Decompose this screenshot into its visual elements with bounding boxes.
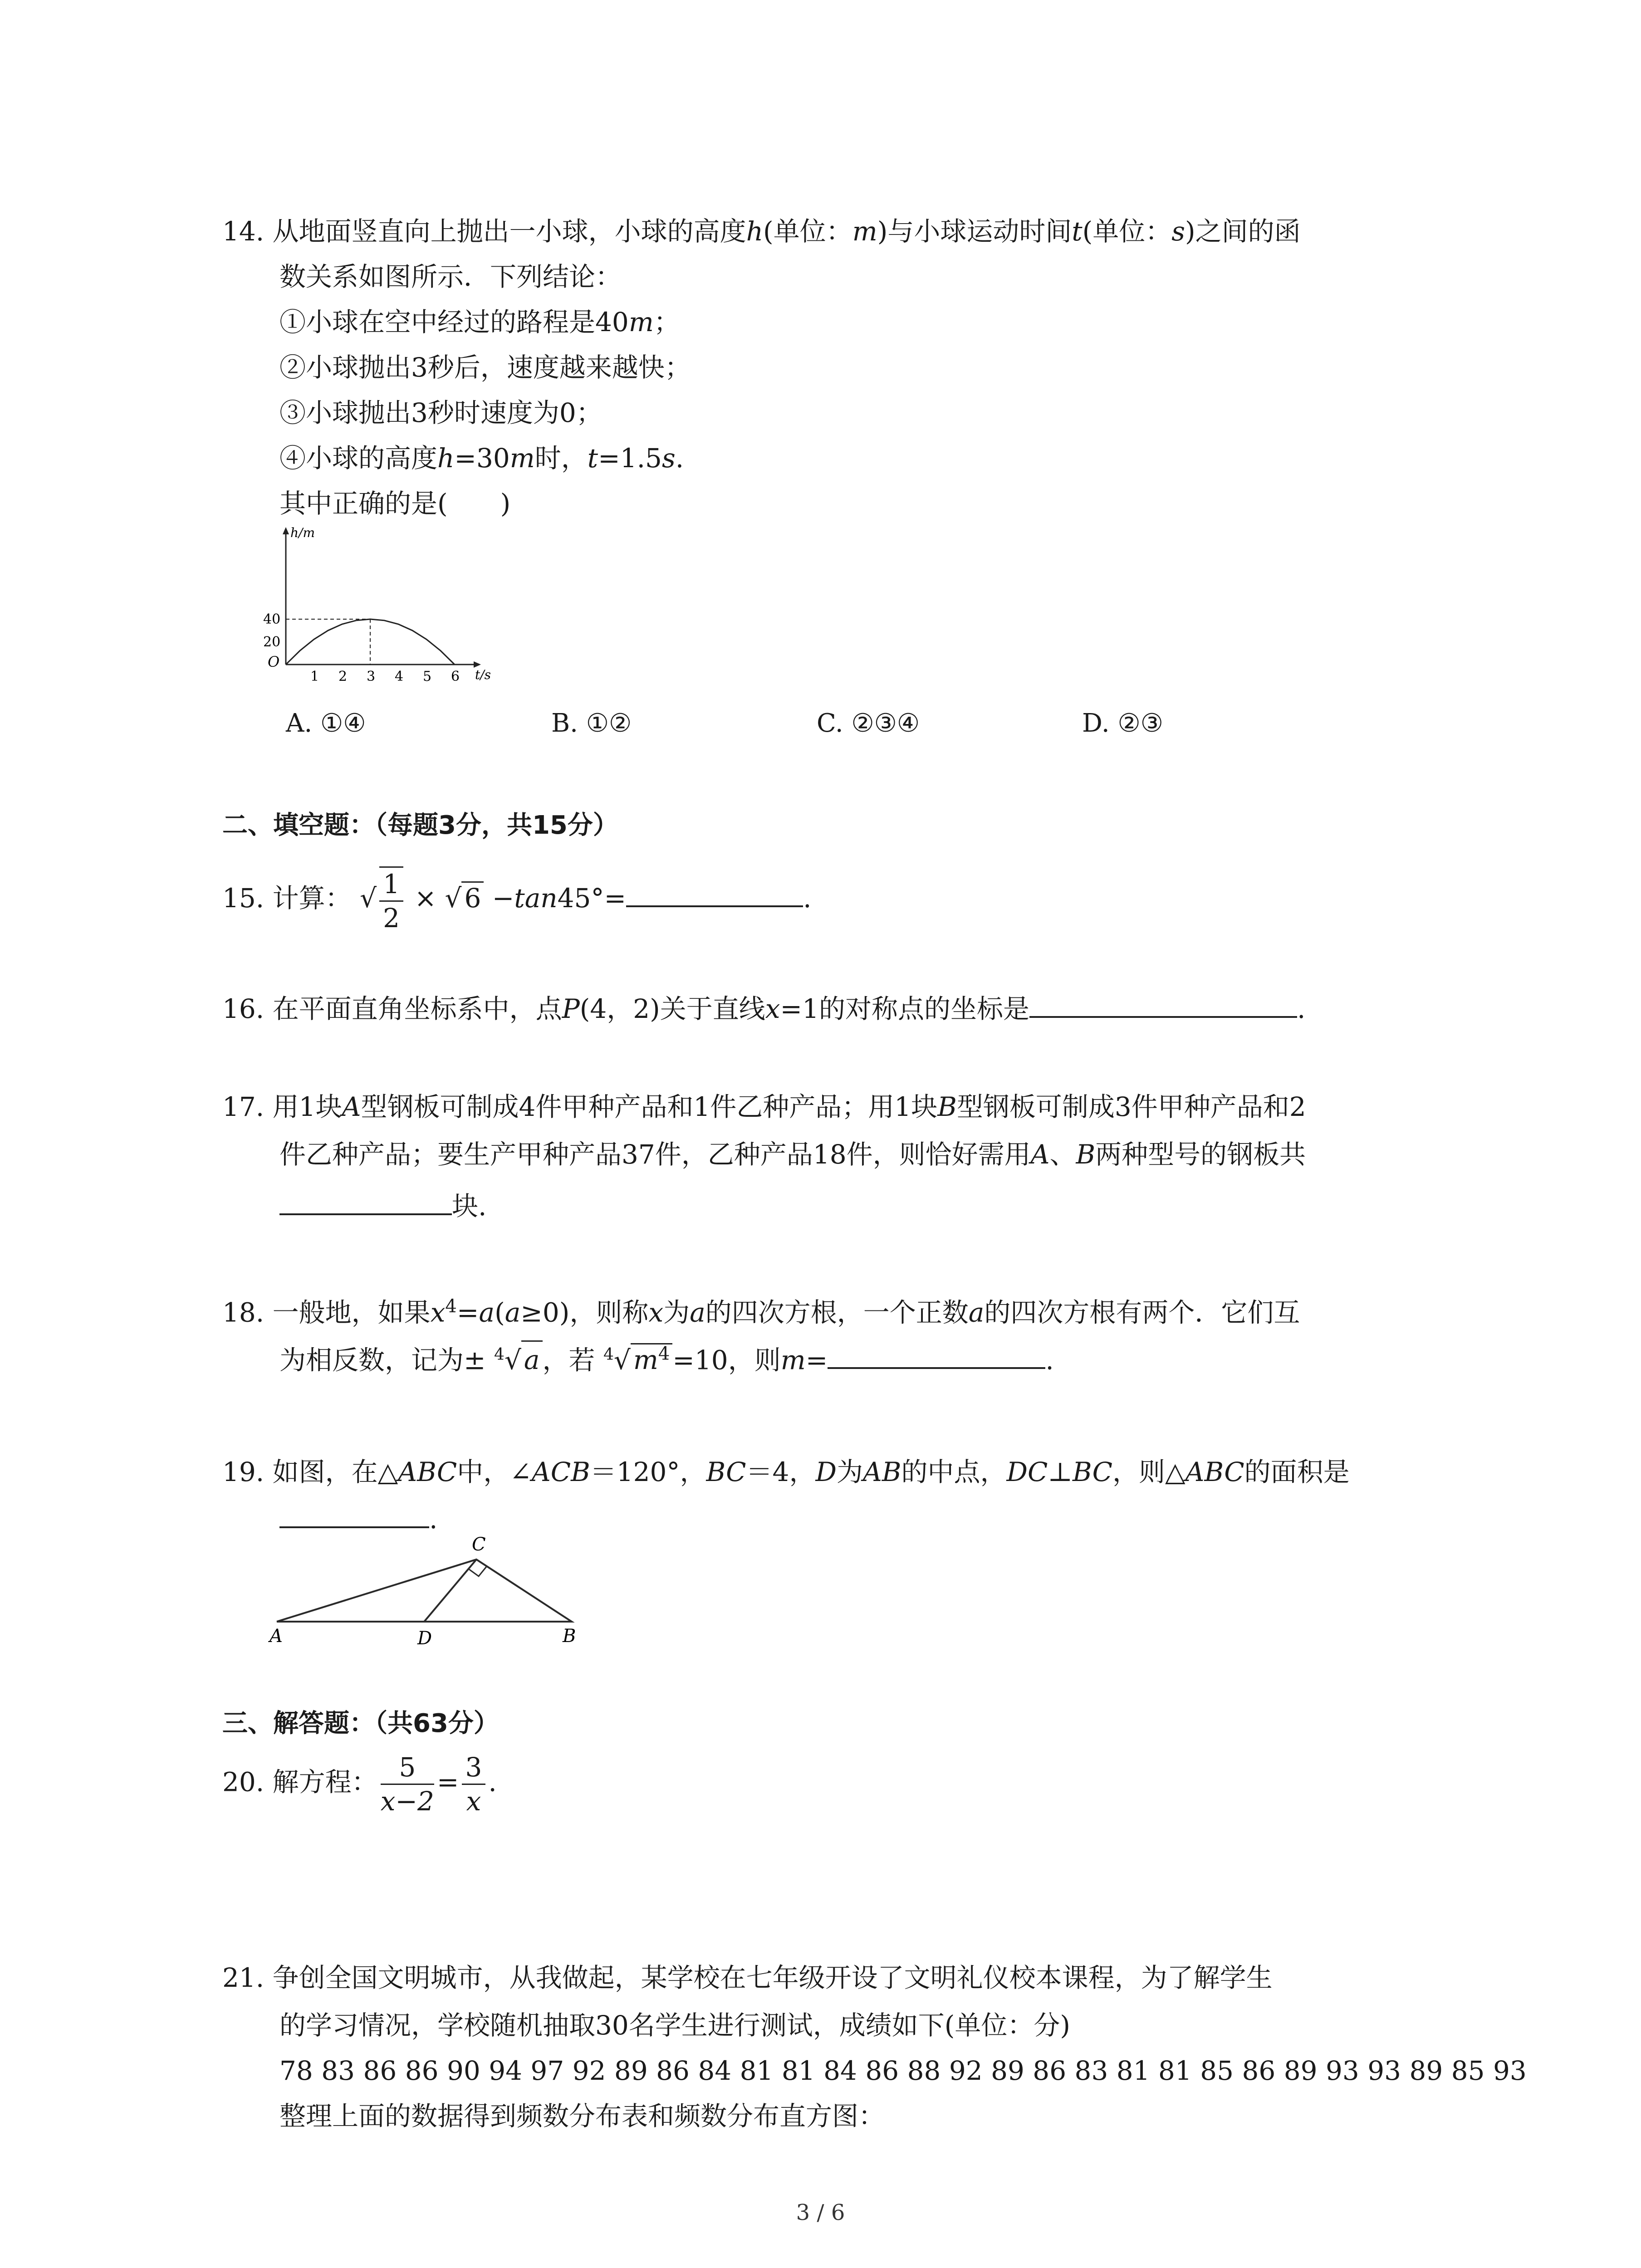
q18-text: 为相反数，记为± bbox=[279, 1344, 486, 1376]
tan-function: tan bbox=[514, 883, 558, 914]
q18-text: 18. 一般地，如果 bbox=[222, 1297, 431, 1328]
q17-text: 块. bbox=[452, 1191, 487, 1222]
triangle-abc bbox=[277, 1559, 572, 1622]
q17-line2 bbox=[279, 1136, 1306, 1173]
q17-text: 型钢板可制成3件甲种产品和2 bbox=[956, 1091, 1306, 1122]
var-bc: BC bbox=[1072, 1457, 1113, 1487]
statement-text: ④小球的高度 bbox=[279, 443, 438, 474]
fraction-right bbox=[462, 1751, 486, 1818]
minus-sign: − bbox=[492, 883, 514, 914]
q14-line1 bbox=[222, 213, 1301, 249]
var-t: t bbox=[587, 443, 598, 474]
q19-line2 bbox=[279, 1499, 437, 1537]
q17-text: 型钢板可制成4件甲种产品和1件乙种产品；用1块 bbox=[361, 1091, 938, 1122]
q18-text: ( bbox=[495, 1297, 505, 1328]
var-d: D bbox=[815, 1457, 837, 1487]
segment-dc bbox=[424, 1559, 476, 1622]
type-a: A bbox=[342, 1091, 361, 1122]
var-dc: DC bbox=[1006, 1457, 1048, 1487]
var-x: x bbox=[430, 1297, 446, 1328]
q18-answer-blank[interactable] bbox=[828, 1340, 1045, 1369]
q16-text: 16. 在平面直角坐标系中，点 bbox=[222, 993, 562, 1024]
fraction-left bbox=[381, 1751, 434, 1818]
var-m: m bbox=[633, 1344, 658, 1376]
q14-statement-2: ②小球抛出3秒后，速度越来越快； bbox=[279, 352, 691, 383]
q14-statement-3: ③小球抛出3秒时速度为0； bbox=[279, 397, 603, 428]
statement-text: =1.5 bbox=[598, 443, 662, 474]
unit-s: s bbox=[1171, 216, 1185, 247]
type-b: B bbox=[1076, 1139, 1096, 1170]
triangle-figure bbox=[268, 1533, 585, 1651]
label-c: C bbox=[472, 1534, 486, 1555]
origin-label: O bbox=[268, 653, 280, 670]
var-a: a bbox=[505, 1297, 521, 1328]
y-tick-label: 40 bbox=[263, 611, 281, 627]
q19-text: ＝4， bbox=[746, 1457, 816, 1487]
label-a: A bbox=[269, 1626, 283, 1647]
var-h: h bbox=[746, 216, 764, 247]
option-c[interactable]: C. ②③④ bbox=[817, 709, 920, 738]
var-h: h bbox=[437, 443, 455, 474]
unit-m: m bbox=[628, 307, 654, 337]
equals-sign: = bbox=[436, 1766, 459, 1798]
q15-answer-blank[interactable] bbox=[626, 878, 803, 907]
q14-text: (单位： bbox=[1082, 216, 1172, 247]
q19-text: ⊥ bbox=[1048, 1457, 1073, 1487]
var-a: a bbox=[968, 1297, 985, 1328]
var-abc: ABC bbox=[1185, 1457, 1244, 1487]
q14-text: )之间的函 bbox=[1185, 216, 1301, 247]
denominator: x bbox=[466, 1786, 481, 1817]
type-a: A bbox=[1030, 1139, 1050, 1170]
q18-text: = bbox=[805, 1344, 828, 1376]
q14-statement-1 bbox=[279, 304, 680, 340]
statement-text: ； bbox=[653, 307, 680, 337]
option-a[interactable]: A. ①④ bbox=[286, 709, 366, 738]
x-tick-label: 4 bbox=[395, 669, 404, 684]
page-number: 3 / 6 bbox=[796, 2200, 845, 2225]
x-tick-label: 2 bbox=[338, 669, 348, 684]
q16-answer-blank[interactable] bbox=[1029, 989, 1297, 1018]
option-d[interactable]: D. ②③ bbox=[1082, 709, 1163, 738]
times-sign: × bbox=[414, 883, 437, 914]
var-x: x bbox=[765, 993, 780, 1024]
q17-text: 件乙种产品；要生产甲种产品37件，乙种产品18件，则恰好需用 bbox=[279, 1139, 1031, 1170]
q14-ask: 其中正确的是( ) bbox=[279, 488, 511, 519]
q14-text: )与小球运动时间 bbox=[877, 216, 1072, 247]
sqrt-half: √ $\frac{1}{2}$ bbox=[360, 866, 406, 934]
q17-line1 bbox=[222, 1089, 1306, 1125]
q21-line1: 21. 争创全国文明城市，从我做起，某学校在七年级开设了文明礼仪校本课程，为了解学生 bbox=[222, 1962, 1273, 1993]
q20-prefix: 20. 解方程： bbox=[222, 1766, 378, 1798]
unit-m: m bbox=[509, 443, 535, 474]
radicand: 6 bbox=[461, 881, 484, 914]
q17-text: 两种型号的钢板共 bbox=[1095, 1139, 1306, 1170]
y-tick-label: 20 bbox=[263, 634, 281, 650]
q19-text: ＝120°， bbox=[590, 1457, 706, 1487]
q17-text: 17. 用1块 bbox=[222, 1091, 342, 1122]
q15-prefix: 15. 计算： bbox=[222, 883, 352, 914]
q14-line2: 数关系如图所示．下列结论： bbox=[279, 261, 622, 292]
section-3-heading: 三、解答题：（共63分） bbox=[222, 1709, 499, 1738]
q15-rest: 45°= bbox=[557, 883, 627, 914]
q16 bbox=[222, 989, 1305, 1027]
x-axis-arrow bbox=[474, 661, 481, 668]
x-tick-label: 3 bbox=[367, 669, 376, 684]
q16-text: =1的对称点的坐标是 bbox=[780, 993, 1029, 1024]
statement-text: 时， bbox=[534, 443, 588, 474]
point-p: P bbox=[562, 993, 580, 1024]
unit-m: m bbox=[852, 216, 877, 247]
q16-text: (4，2)关于直线 bbox=[579, 993, 765, 1024]
exponent: 4 bbox=[658, 1344, 670, 1364]
exponent: 4 bbox=[445, 1296, 457, 1317]
q14-text: (单位： bbox=[763, 216, 852, 247]
q14-statement-4 bbox=[279, 440, 684, 476]
q18-text: ，若 bbox=[542, 1344, 595, 1376]
q18-line1 bbox=[222, 1288, 1300, 1330]
radicand: a bbox=[521, 1340, 543, 1378]
x-tick-label: 1 bbox=[310, 669, 319, 684]
fraction-half bbox=[379, 866, 403, 934]
var-a: a bbox=[690, 1297, 705, 1328]
option-b[interactable]: B. ①② bbox=[551, 709, 632, 738]
radicand-m4 bbox=[631, 1343, 672, 1375]
x-tick-label: 6 bbox=[451, 669, 460, 684]
denominator: 2 bbox=[383, 903, 400, 934]
denominator: x−2 bbox=[380, 1786, 434, 1817]
root-index: 4 bbox=[603, 1345, 614, 1364]
var-abc: ABC bbox=[398, 1457, 457, 1487]
root-index: 4 bbox=[494, 1345, 505, 1364]
q15 bbox=[222, 866, 812, 934]
q19-line1 bbox=[222, 1454, 1350, 1490]
q19-text: 的中点， bbox=[901, 1457, 1007, 1487]
numerator: 5 bbox=[381, 1751, 434, 1785]
q18-text: =10，则 bbox=[672, 1344, 781, 1376]
q15-end: . bbox=[803, 883, 812, 914]
q19-text: 的面积是 bbox=[1244, 1457, 1350, 1487]
q21-line4: 整理上面的数据得到频数分布表和频数分布直方图： bbox=[279, 2101, 885, 2131]
root-sign: √ bbox=[613, 1344, 631, 1376]
unit-s: s bbox=[661, 443, 676, 474]
y-axis-arrow bbox=[283, 527, 289, 534]
q20-end: . bbox=[488, 1766, 497, 1798]
q14-text: 14. 从地面竖直向上抛出一小球，小球的高度 bbox=[222, 216, 746, 247]
q19-text: 为 bbox=[836, 1457, 863, 1487]
q19-answer-blank[interactable] bbox=[279, 1499, 429, 1528]
x-tick-label: 5 bbox=[423, 669, 432, 684]
var-ab: AB bbox=[862, 1457, 901, 1487]
q20 bbox=[222, 1751, 497, 1818]
q18-text: = bbox=[456, 1297, 479, 1328]
var-x: x bbox=[648, 1297, 664, 1328]
label-d: D bbox=[417, 1628, 432, 1649]
statement-text: . bbox=[675, 443, 684, 474]
q16-end: . bbox=[1297, 993, 1306, 1024]
q18-text: 的四次方根，一个正数 bbox=[705, 1297, 969, 1328]
q18-end: . bbox=[1045, 1344, 1054, 1376]
q19-text: 19. 如图，在△ bbox=[222, 1457, 398, 1487]
right-angle-mark bbox=[469, 1567, 486, 1576]
q17-line3 bbox=[279, 1186, 486, 1224]
q18-text: 为 bbox=[663, 1297, 690, 1328]
section-2-heading: 二、填空题：（每题3分，共15分） bbox=[222, 811, 618, 840]
var-acb: ACB bbox=[531, 1457, 590, 1487]
q18-line2 bbox=[279, 1336, 1054, 1378]
var-a: a bbox=[479, 1297, 495, 1328]
statement-text: ①小球在空中经过的路程是40 bbox=[279, 307, 629, 337]
root-sign: √ bbox=[504, 1344, 521, 1376]
q17-text: 、 bbox=[1049, 1139, 1076, 1170]
q17-answer-blank[interactable] bbox=[279, 1186, 452, 1215]
label-b: B bbox=[563, 1626, 576, 1647]
numerator: 3 bbox=[462, 1751, 486, 1785]
q18-text: 的四次方根有两个．它们互 bbox=[984, 1297, 1300, 1328]
var-bc: BC bbox=[706, 1457, 746, 1487]
statement-text: =30 bbox=[454, 443, 510, 474]
var-m: m bbox=[780, 1344, 806, 1376]
q18-text: ≥0)，则称 bbox=[520, 1297, 649, 1328]
q21-line2: 的学习情况，学校随机抽取30名学生进行测试，成绩如下(单位：分) bbox=[279, 2010, 1071, 2041]
y-axis-label: h/m bbox=[290, 526, 315, 540]
x-axis-label: t/s bbox=[475, 667, 491, 682]
q21-scores: 78 83 86 86 90 94 97 92 89 86 84 81 81 84 86 88 92 89 86 83 81 81 85 86 89 93 93 89 85 93 bbox=[279, 2055, 1527, 2086]
q19-end: . bbox=[429, 1504, 438, 1535]
sqrt-six: √ 6 bbox=[445, 878, 484, 919]
numerator: 1 bbox=[379, 868, 403, 902]
q19-text: 中，∠ bbox=[457, 1457, 532, 1487]
q19-text: ，则△ bbox=[1112, 1457, 1185, 1487]
var-t: t bbox=[1072, 216, 1083, 247]
type-b: B bbox=[937, 1091, 957, 1122]
height-time-graph bbox=[254, 526, 535, 699]
